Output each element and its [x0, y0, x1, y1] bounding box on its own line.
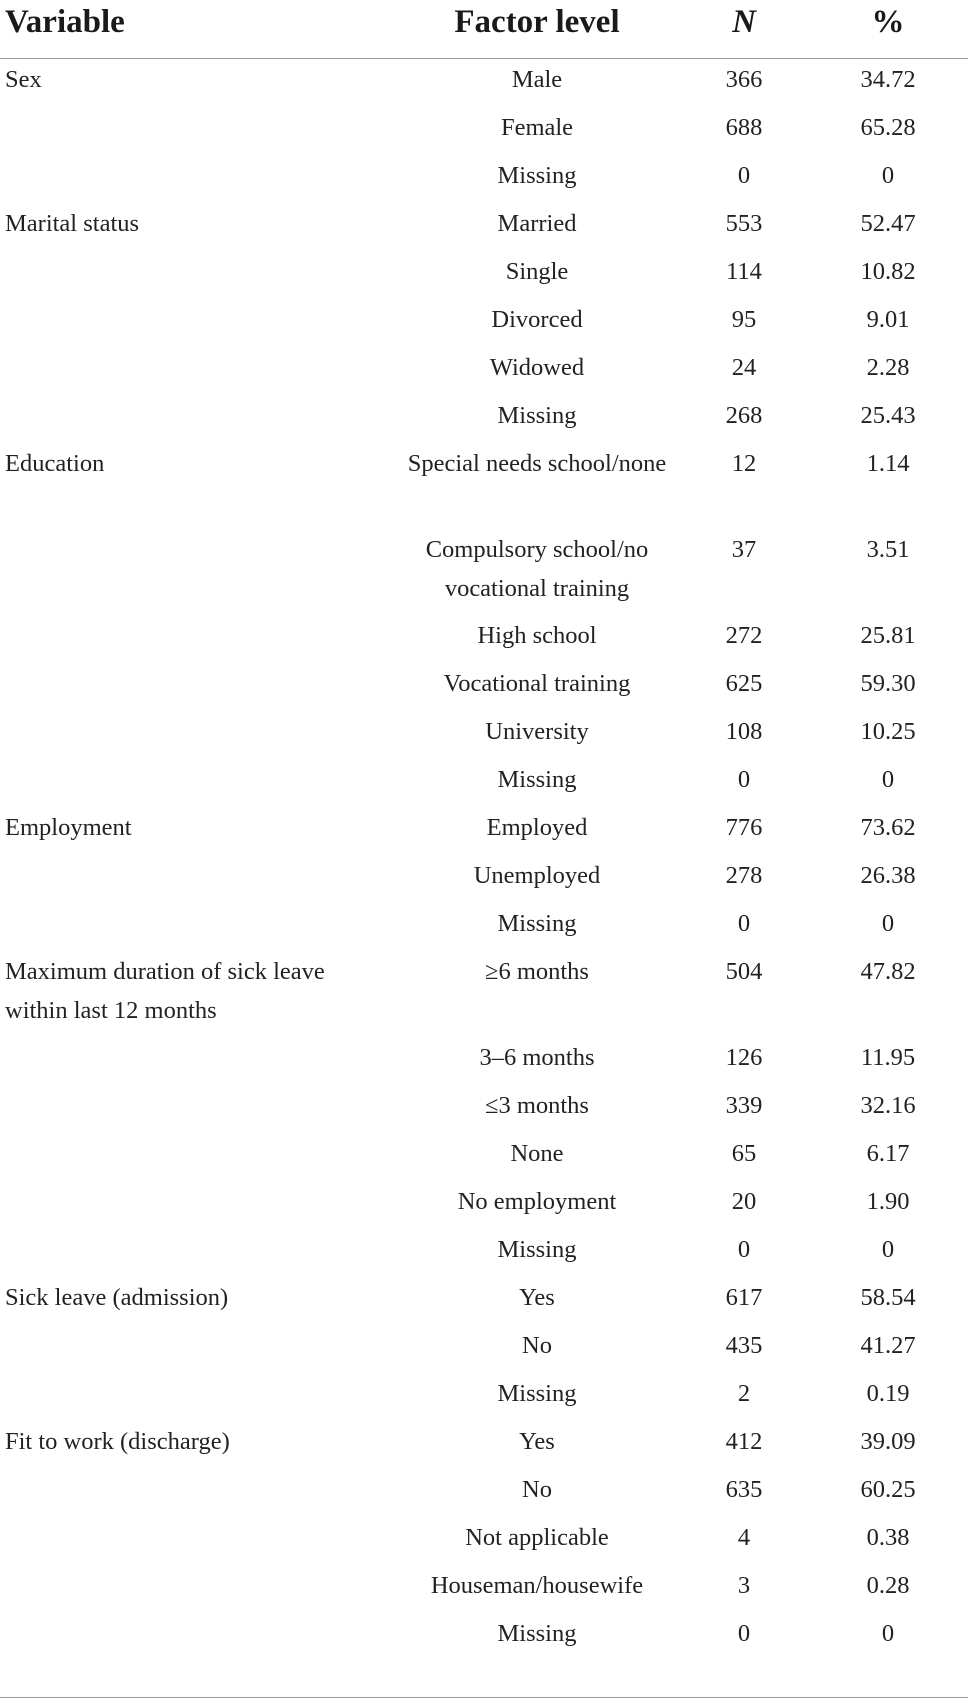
cell-n: 688 — [725, 114, 763, 141]
cell-factor-level: Missing — [497, 1236, 577, 1263]
table-header — [0, 0, 968, 59]
cell-n: 0 — [737, 1236, 751, 1263]
header-factor-level: Factor level — [454, 4, 620, 40]
cell-n: 268 — [725, 402, 763, 429]
cell-factor-level: None — [510, 1140, 564, 1167]
cell-factor-level: Houseman/housewife — [430, 1572, 644, 1599]
cell-percent: 10.25 — [860, 718, 916, 745]
cell-percent: 0.19 — [866, 1380, 910, 1407]
cell-variable: Education — [5, 450, 105, 477]
cell-factor-level: Married — [497, 210, 577, 237]
cell-n: 366 — [725, 66, 763, 93]
cell-variable: Sick leave (admission) — [5, 1284, 229, 1311]
cell-factor-level: Male — [511, 66, 563, 93]
cell-percent: 0 — [881, 1620, 895, 1647]
cell-n: 12 — [731, 450, 757, 477]
cell-factor-level: No — [522, 1332, 552, 1359]
cell-percent: 3.51 — [866, 536, 910, 563]
cell-n: 412 — [725, 1428, 763, 1455]
cell-n: 2 — [737, 1380, 751, 1407]
cell-n: 20 — [731, 1188, 757, 1215]
cell-n: 435 — [725, 1332, 763, 1359]
cell-n: 0 — [737, 162, 751, 189]
header-percent: % — [871, 4, 905, 40]
cell-percent: 0.28 — [866, 1572, 910, 1599]
cell-n: 0 — [737, 766, 751, 793]
cell-factor-level: Not applicable — [465, 1524, 609, 1551]
cell-factor-level: Single — [505, 258, 569, 285]
cell-factor-level: Missing — [497, 402, 577, 429]
cell-factor-level: Special needs school/none — [407, 450, 667, 477]
cell-variable: Maximum duration of sick leave within last 12 months — [5, 958, 325, 1024]
cell-factor-level: ≤3 months — [485, 1092, 589, 1119]
cell-percent: 0 — [881, 162, 895, 189]
cell-factor-level: University — [485, 718, 589, 745]
cell-n: 553 — [725, 210, 763, 237]
cell-variable: Marital status — [5, 210, 140, 237]
cell-n: 4 — [737, 1524, 751, 1551]
cell-variable: Fit to work (discharge) — [5, 1428, 230, 1455]
cell-percent: 1.14 — [866, 450, 910, 477]
cell-factor-level: Missing — [497, 766, 577, 793]
cell-factor-level: Divorced — [491, 306, 583, 333]
cell-variable: Employment — [5, 814, 132, 841]
cell-percent: 58.54 — [860, 1284, 916, 1311]
cell-n: 278 — [725, 862, 763, 889]
cell-n: 339 — [725, 1092, 763, 1119]
cell-n: 0 — [737, 1620, 751, 1647]
cell-percent: 11.95 — [860, 1044, 916, 1071]
cell-percent: 26.38 — [860, 862, 916, 889]
cell-percent: 47.82 — [860, 958, 916, 985]
cell-n: 24 — [731, 354, 757, 381]
cell-n: 114 — [726, 258, 762, 285]
cell-factor-level: Missing — [497, 1620, 577, 1647]
cell-factor-level: ≥6 months — [485, 958, 589, 985]
cell-n: 65 — [731, 1140, 757, 1167]
cell-n: 617 — [725, 1284, 763, 1311]
cell-percent: 2.28 — [866, 354, 910, 381]
header-variable: Variable — [5, 4, 125, 40]
cell-percent: 0 — [881, 1236, 895, 1263]
cell-n: 126 — [725, 1044, 763, 1071]
bottom-rule — [0, 1697, 968, 1698]
cell-percent: 0.38 — [866, 1524, 910, 1551]
cell-factor-level: Vocational training — [443, 670, 631, 697]
cell-factor-level: Widowed — [489, 354, 585, 381]
cell-percent: 59.30 — [860, 670, 916, 697]
cell-percent: 60.25 — [860, 1476, 916, 1503]
cell-n: 3 — [737, 1572, 751, 1599]
cell-percent: 25.43 — [860, 402, 916, 429]
cell-n: 635 — [725, 1476, 763, 1503]
cell-variable: Sex — [5, 66, 42, 93]
cell-factor-level: Female — [500, 114, 574, 141]
cell-percent: 0 — [881, 910, 895, 937]
cell-percent: 52.47 — [860, 210, 916, 237]
cell-factor-level: Yes — [519, 1428, 555, 1455]
cell-n: 37 — [731, 536, 757, 563]
cell-percent: 41.27 — [860, 1332, 916, 1359]
cell-n: 504 — [725, 958, 763, 985]
cell-factor-level: Compulsory school/no vocational training — [425, 536, 649, 602]
cell-factor-level: High school — [477, 622, 597, 649]
cell-factor-level: No — [522, 1476, 552, 1503]
cell-percent: 32.16 — [860, 1092, 916, 1119]
cell-factor-level: Unemployed — [473, 862, 601, 889]
cell-n: 0 — [737, 910, 751, 937]
table-body — [0, 59, 968, 1695]
cell-factor-level: 3–6 months — [479, 1044, 595, 1071]
cell-n: 776 — [725, 814, 763, 841]
cell-percent: 73.62 — [860, 814, 916, 841]
header-n: N — [732, 4, 756, 40]
cell-factor-level: Missing — [497, 910, 577, 937]
cell-percent: 6.17 — [866, 1140, 910, 1167]
cell-factor-level: No employment — [457, 1188, 617, 1215]
cell-percent: 0 — [881, 766, 895, 793]
cell-factor-level: Employed — [486, 814, 588, 841]
cell-percent: 65.28 — [860, 114, 916, 141]
cell-factor-level: Missing — [497, 162, 577, 189]
cell-percent: 9.01 — [866, 306, 910, 333]
cell-percent: 39.09 — [860, 1428, 916, 1455]
cell-n: 625 — [725, 670, 763, 697]
cell-factor-level: Missing — [497, 1380, 577, 1407]
cell-percent: 34.72 — [860, 66, 916, 93]
cell-factor-level: Yes — [519, 1284, 555, 1311]
cell-n: 95 — [731, 306, 757, 333]
cell-percent: 25.81 — [860, 622, 916, 649]
cell-percent: 10.82 — [860, 258, 916, 285]
cell-n: 108 — [725, 718, 763, 745]
cell-percent: 1.90 — [866, 1188, 910, 1215]
cell-n: 272 — [725, 622, 763, 649]
